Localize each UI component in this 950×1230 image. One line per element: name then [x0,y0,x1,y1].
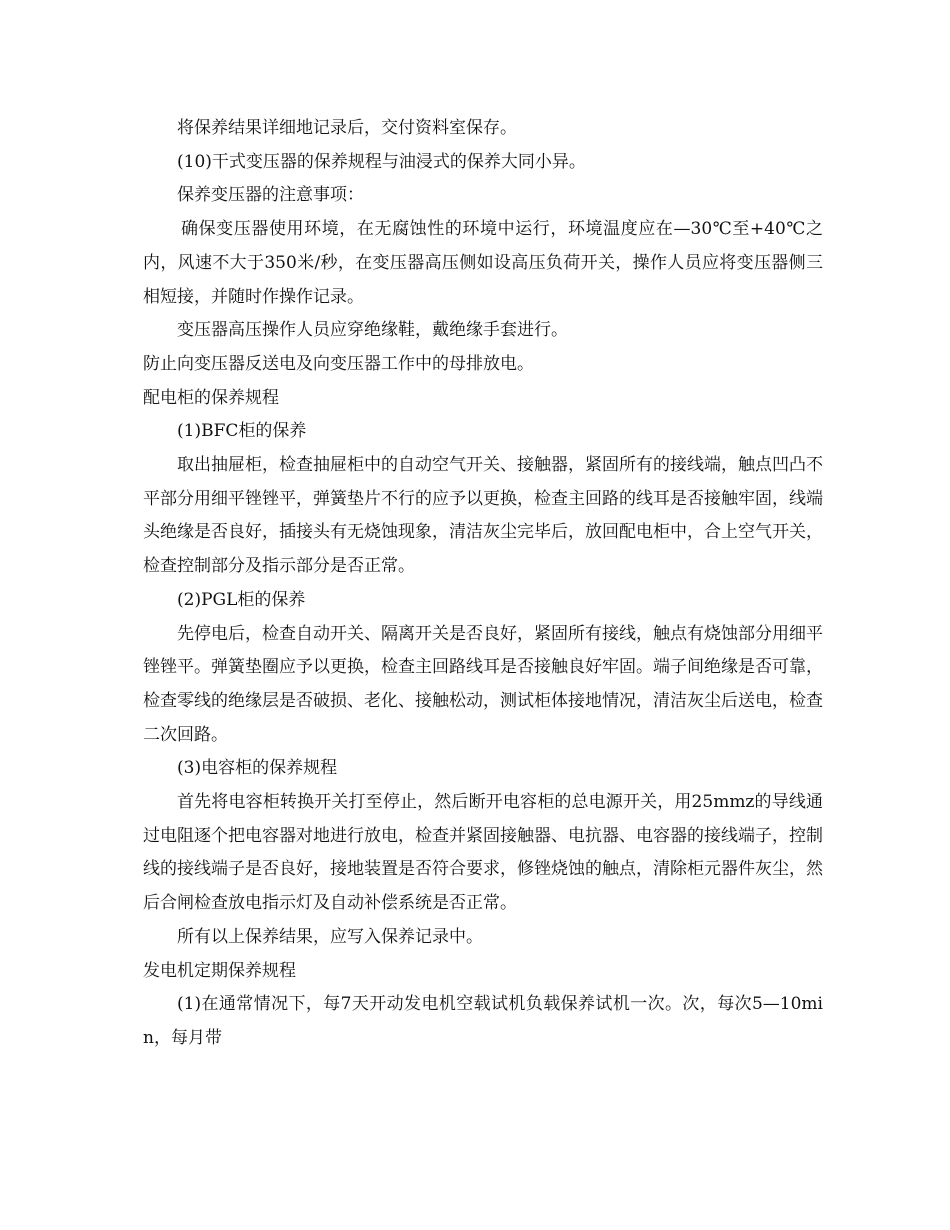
paragraph-pgl-procedure: 先停电后，检查自动开关、隔离开关是否良好，紧固所有接线，触点有烧蚀部分用细平锉锉平。弹簧垫圈应予以更换，检查主回路线耳是否接触良好牢固。端子间绝缘是否可靠，检查零线的绝缘层是否破损、老化、接触松动，测试柜体接地情况，清洁灰尘后送电，检查二次回路。 [143,623,823,745]
paragraph-insulation-gear: 变压器高压操作人员应穿绝缘鞋，戴绝缘手套进行。 [177,320,568,341]
paragraph-bfc-procedure: 取出抽屉柜，检查抽屉柜中的自动空气开关、接触器，紧固所有的接线端，触点凹凸不平部分用细平锉锉平，弹簧垫片不行的应予以更换，检查主回路的线耳是否接触牢固，线端头绝缘是否良好，插接头有无烧蚀现象，清洁灰尘完毕后，放回配电柜中，合上空气开关，检查控制部分及指示部分是否正常。 [143,455,823,577]
paragraph-record-results: 将保养结果详细地记录后，交付资料室保存。 [177,118,517,138]
heading-bfc-cabinet: (1)BFC柜的保养 [177,421,307,442]
paragraph-dry-transformer: (10)干式变压器的保养规程与油浸式的保养大同小异。 [177,151,586,172]
paragraph-environment: 确保变压器使用环境，在无腐蚀性的环境中运行，环境温度应在—30℃至+40℃之内，风速不大于350米/秒，在变压器高压侧如设高压负荷开关，操作人员应将变压器侧三相短接，并随时作操作记录。 [143,219,823,307]
paragraph-capacitor-procedure: 首先将电容柜转换开关打至停止，然后断开电容柜的总电源开关，用25mmz的导线通过电阻逐个把电容器对地进行放电，检查并紧固接触器、电抗器、电容器的接线端子，控制线的接线端子是否良好，接地装置是否符合要求，修锉烧蚀的触点，清除柜元器件灰尘，然后合闸检查放电指示灯及自动补偿系统是否正常。 [143,792,823,914]
heading-generator: 发电机定期保养规程 [143,960,296,981]
paragraph-record-note: 所有以上保养结果，应写入保养记录中。 [177,926,483,947]
paragraph-generator-procedure: (1)在通常情况下，每7天开动发电机空载试机负载保养试机一次。次，每次5—10min，每月带 [143,994,823,1048]
heading-switchgear: 配电柜的保养规程 [143,387,279,408]
heading-capacitor-cabinet: (3)电容柜的保养规程 [177,758,338,779]
paragraph-prevent-backfeed: 防止向变压器反送电及向变压器工作中的母排放电。 [143,353,534,374]
document-body [143,112,823,1056]
heading-transformer-notes: 保养变压器的注意事项： [177,185,364,206]
heading-pgl-cabinet: (2)PGL柜的保养 [177,589,306,610]
